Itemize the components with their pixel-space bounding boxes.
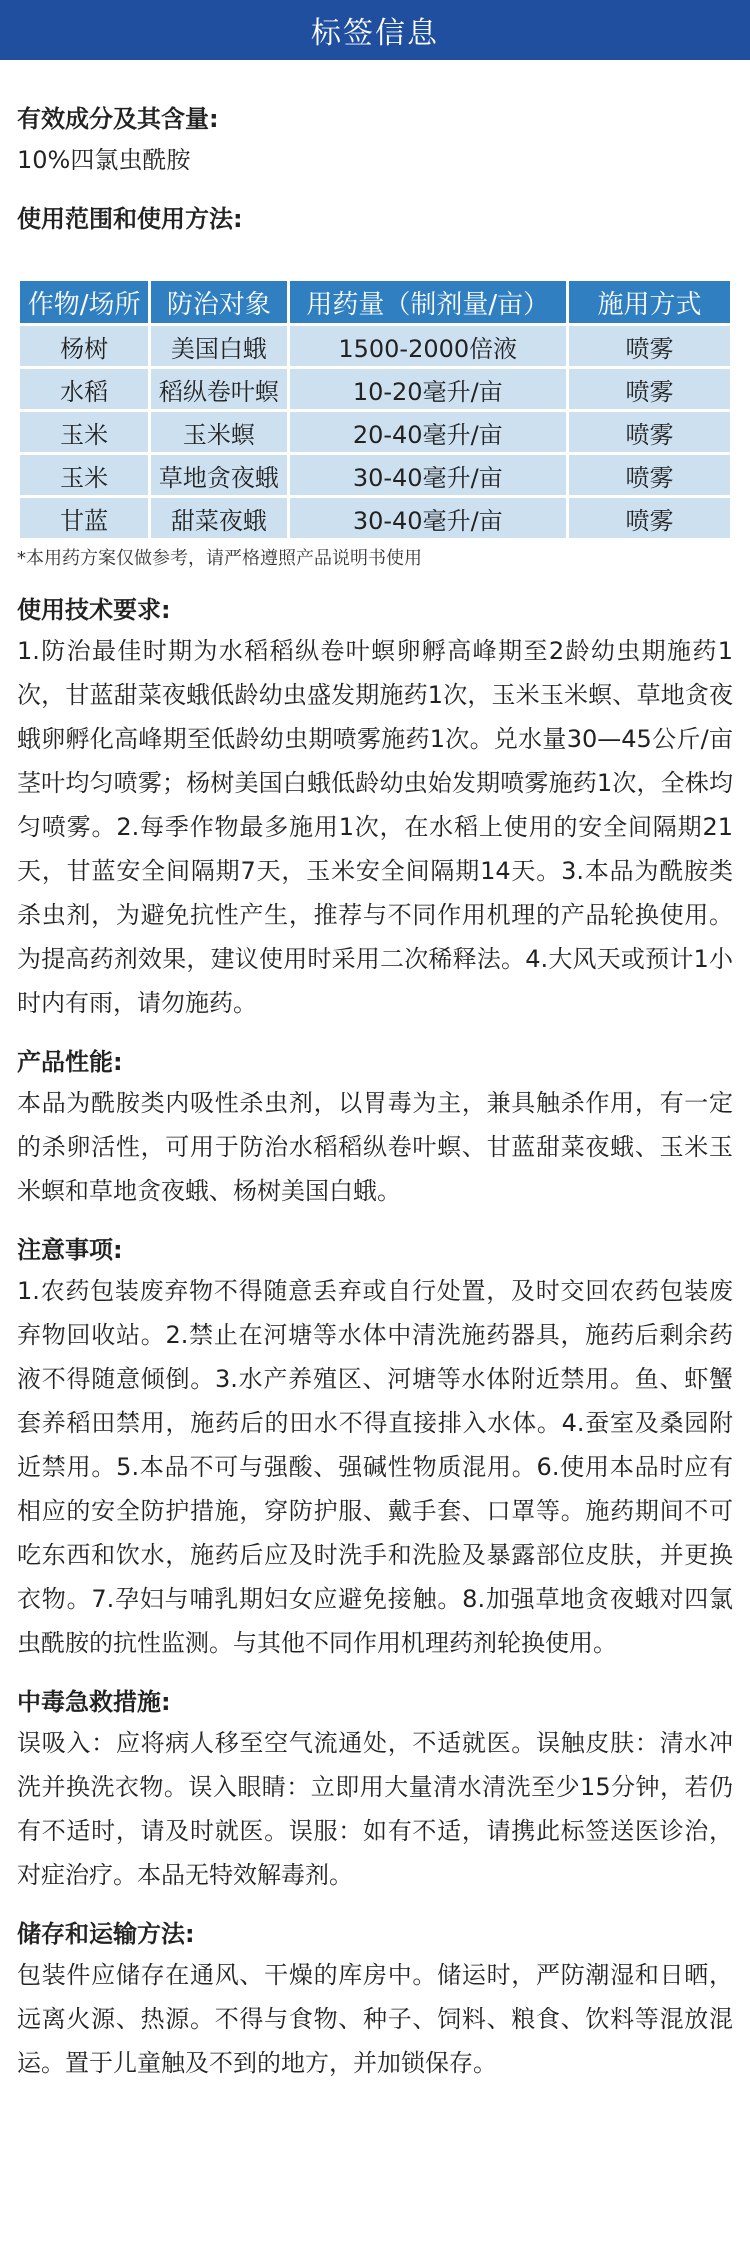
- column-header: 作物/场所: [19, 280, 150, 325]
- table-row: [19, 497, 732, 540]
- table-cell: 30-40毫升/亩: [288, 497, 567, 540]
- firstaid-section: [17, 1685, 733, 1897]
- table-cell: 美国白蛾: [150, 325, 288, 368]
- usage-table: [17, 278, 733, 541]
- table-row: [19, 325, 732, 368]
- ingredients-title: 有效成分及其含量:: [17, 105, 219, 133]
- table-cell: 草地贪夜蛾: [150, 454, 288, 497]
- table-cell: 甘蓝: [19, 497, 150, 540]
- table-cell: 20-40毫升/亩: [288, 411, 567, 454]
- table-row: [19, 454, 732, 497]
- table-cell: 玉米: [19, 411, 150, 454]
- technical-text: 1.防治最佳时期为水稻稻纵卷叶螟卵孵高峰期至2龄幼虫期施药1次，甘蓝甜菜夜蛾低龄幼虫盛发期施药1次，玉米玉米螟、草地贪夜蛾卵孵化高峰期至低龄幼虫期喷雾施药1次。兑水量30—45公斤/亩茎叶均匀喷雾；杨树美国白蛾低龄幼虫始发期喷雾施药1次，全株均匀喷雾。2.每季作物最多施用1次，在水稻上使用的安全间隔期21天，甘蓝安全间隔期7天，玉米安全间隔期14天。3.本品为酰胺类杀虫剂，为避免抗性产生，推荐与不同作用机理的产品轮换使用。为提高药剂效果，建议使用时采用二次稀释法。4.大风天或预计1小时内有雨，请勿施药。: [17, 637, 733, 1017]
- table-cell: 玉米螟: [150, 411, 288, 454]
- table-cell: 稻纵卷叶螟: [150, 368, 288, 411]
- table-cell: 喷雾: [567, 454, 731, 497]
- column-header: 防治对象: [150, 280, 288, 325]
- performance-section: [17, 1045, 733, 1213]
- usage-title: 使用范围和使用方法:: [17, 205, 243, 233]
- table-cell: 玉米: [19, 454, 150, 497]
- technical-title: 使用技术要求:: [17, 596, 171, 624]
- table-header-row: [19, 280, 732, 325]
- table-cell: 甜菜夜蛾: [150, 497, 288, 540]
- table-row: [19, 368, 732, 411]
- firstaid-text: 误吸入：应将病人移至空气流通处，不适就医。误触皮肤：清水冲洗并换洗衣物。误入眼睛：立即用大量清水清洗至少15分钟，若仍有不适时，请及时就医。误服：如有不适，请携此标签送医诊治，对症治疗。本品无特效解毒剂。: [17, 1729, 733, 1889]
- storage-title: 储存和运输方法:: [17, 1920, 195, 1948]
- page-title: 标签信息: [311, 16, 439, 51]
- ingredients-text: 10%四氯虫酰胺: [17, 146, 191, 174]
- usage-table-wrap: [17, 278, 733, 541]
- precautions-text: 1.农药包装废弃物不得随意丢弃或自行处置，及时交回农药包装废弃物回收站。2.禁止在河塘等水体中清洗施药器具，施药后剩余药液不得随意倾倒。3.水产养殖区、河塘等水体附近禁用。鱼、虾蟹套养稻田禁用，施药后的田水不得直接排入水体。4.蚕室及桑园附近禁用。5.本品不可与强酸、强碱性物质混用。6.使用本品时应有相应的安全防护措施，穿防护服、戴手套、口罩等。施药期间不可吃东西和饮水，施药后应及时洗手和洗脸及暴露部位皮肤，并更换衣物。7.孕妇与哺乳期妇女应避免接触。8.加强草地贪夜蛾对四氯虫酰胺的抗性监测。与其他不同作用机理药剂轮换使用。: [17, 1277, 733, 1657]
- technical-section: [17, 593, 733, 1025]
- table-cell: 喷雾: [567, 368, 731, 411]
- table-cell: 10-20毫升/亩: [288, 368, 567, 411]
- table-cell: 1500-2000倍液: [288, 325, 567, 368]
- page-header: [0, 0, 750, 60]
- column-header: 用药量（制剂量/亩）: [288, 280, 567, 325]
- column-header: 施用方式: [567, 280, 731, 325]
- firstaid-title: 中毒急救措施:: [17, 1688, 171, 1716]
- ingredients-section: [17, 102, 733, 182]
- table-cell: 杨树: [19, 325, 150, 368]
- storage-section: [17, 1917, 733, 2085]
- performance-text: 本品为酰胺类内吸性杀虫剂，以胃毒为主，兼具触杀作用，有一定的杀卵活性，可用于防治水稻稻纵卷叶螟、甘蓝甜菜夜蛾、玉米玉米螟和草地贪夜蛾、杨树美国白蛾。: [17, 1089, 733, 1205]
- table-cell: 喷雾: [567, 411, 731, 454]
- precautions-title: 注意事项:: [17, 1236, 123, 1264]
- usage-section: [17, 202, 733, 573]
- label-content: [0, 102, 750, 2085]
- table-cell: 水稻: [19, 368, 150, 411]
- usage-note: *本用药方案仅做参考，请严格遵照产品说明书使用: [17, 548, 422, 569]
- table-cell: 30-40毫升/亩: [288, 454, 567, 497]
- performance-title: 产品性能:: [17, 1048, 123, 1076]
- precautions-section: [17, 1233, 733, 1665]
- table-cell: 喷雾: [567, 325, 731, 368]
- table-cell: 喷雾: [567, 497, 731, 540]
- table-row: [19, 411, 732, 454]
- storage-text: 包装件应储存在通风、干燥的库房中。储运时，严防潮湿和日晒，远离火源、热源。不得与食物、种子、饲料、粮食、饮料等混放混运。置于儿童触及不到的地方，并加锁保存。: [17, 1961, 733, 2077]
